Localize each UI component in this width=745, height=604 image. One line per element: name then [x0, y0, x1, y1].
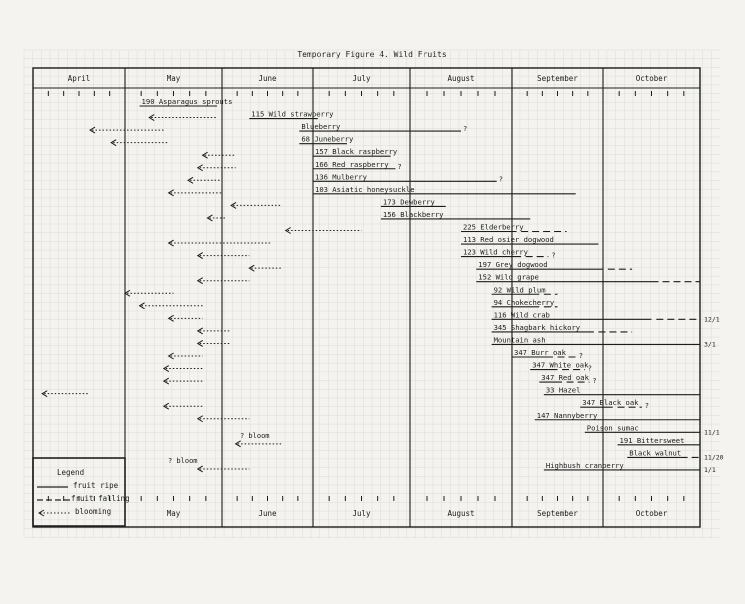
fruit-label: 92 Wild plum [493, 285, 546, 295]
legend-label-blooming: blooming [75, 507, 112, 516]
end-date-mark: 11/20 [704, 453, 724, 462]
fruit-label: 116 Wild crab [493, 310, 550, 320]
chart-row [198, 273, 700, 284]
chart-row [140, 298, 558, 309]
month-label-bottom: August [447, 509, 475, 518]
chart-row [164, 398, 649, 410]
end-date-mark: 1/1 [704, 465, 716, 474]
uncertain-mark: ? [644, 402, 650, 411]
uncertain-mark: ? [498, 175, 503, 184]
chart-row [198, 248, 556, 260]
month-labels-top [68, 74, 668, 83]
chart-row [90, 122, 467, 133]
end-date-mark: 3/1 [704, 340, 716, 349]
fruit-label: 113 Red osier dogwood [463, 235, 554, 245]
fruit-label: 347 Black oak [582, 398, 639, 408]
fruit-label: Blueberry [301, 122, 341, 132]
chart-row [249, 260, 632, 271]
month-label-top: July [352, 74, 371, 83]
fruit-label: 115 Wild strawberry [251, 109, 334, 119]
end-date-mark: 12/1 [704, 315, 720, 324]
fruit-label: Mountain ash [493, 335, 546, 345]
chart-row [198, 335, 716, 348]
uncertain-mark: ? [587, 364, 593, 373]
chart-row [203, 147, 398, 158]
chart-title: Temporary Figure 4. Wild Fruits [297, 50, 447, 59]
fruit-label: 190 Asparagus sprouts [141, 97, 233, 106]
month-label-top: April [67, 74, 91, 83]
chart-row [169, 235, 599, 246]
chart-row [164, 373, 597, 385]
month-labels-bottom [167, 509, 668, 518]
chart-row [42, 386, 700, 397]
chart-row [140, 97, 233, 106]
fruit-label: 68 Juneberry [301, 134, 354, 144]
fruit-label: 94 Chokecherry [493, 297, 555, 307]
chart-row [169, 310, 720, 323]
chart-notes [168, 432, 270, 465]
legend-label-falling: fruit falling [71, 494, 130, 503]
month-label-bottom: October [635, 509, 668, 518]
fruit-label: 347 Red oak [541, 373, 589, 383]
fruit-label: 225 Elderberry [463, 222, 524, 232]
chart-row [198, 160, 402, 171]
fruit-label: Highbush cranberry [545, 460, 624, 470]
month-label-top: May [166, 74, 181, 83]
fruit-label: 347 White oak [532, 360, 589, 370]
fruit-label: 152 Wild grape [478, 272, 539, 282]
fruit-label: 347 Burr oak [514, 348, 566, 357]
legend [33, 458, 130, 526]
chart-rows [42, 97, 723, 474]
chart-row [164, 361, 592, 373]
uncertain-mark: ? [463, 125, 468, 134]
month-label-top: June [258, 74, 277, 83]
chart-row [169, 348, 583, 360]
chart-row [188, 172, 503, 183]
bloom-note: ? bloom [168, 457, 198, 465]
chart-row [198, 411, 700, 422]
fruit-label: 173 Dewberry [382, 197, 435, 207]
fruit-label: 197 Grey dogwood [478, 260, 548, 270]
fruit-label: Poison sumac [586, 423, 639, 433]
uncertain-mark: ? [578, 352, 583, 360]
legend-label-ripe: fruit ripe [73, 481, 119, 490]
fruit-label: 166 Red raspberry [315, 159, 389, 169]
fruit-label: 191 Bittersweet [619, 435, 685, 445]
chart-row [169, 185, 576, 196]
bloom-note: ? bloom [240, 432, 270, 440]
legend-title: Legend [57, 468, 85, 477]
fruit-label: 103 Asiatic honeysuckle [315, 184, 415, 194]
fruit-label: 147 Nannyberry [536, 410, 598, 420]
month-label-bottom: July [352, 509, 371, 518]
month-label-top: September [537, 74, 578, 83]
month-label-top: August [447, 74, 475, 83]
chart-row [125, 285, 558, 296]
fruit-label: 156 Blackberry [382, 209, 444, 219]
uncertain-mark: ? [592, 377, 597, 386]
fruit-label: 157 Black raspberry [315, 147, 398, 157]
fruit-label: 123 Wild cherry [463, 247, 528, 257]
fruit-label: 136 Mulberry [315, 172, 367, 182]
uncertain-mark: ? [397, 162, 402, 171]
month-label-bottom: June [258, 509, 277, 518]
fruit-label: 33 Hazel [545, 385, 581, 395]
fruit-label: 345 Shagbark hickory [493, 322, 581, 332]
end-date-mark: 11/1 [704, 428, 720, 437]
uncertain-mark: ? [551, 251, 556, 260]
month-label-top: October [635, 74, 668, 83]
fruit-label: Black walnut [629, 448, 682, 458]
month-label-bottom: May [166, 509, 181, 518]
month-label-bottom: September [537, 509, 578, 518]
